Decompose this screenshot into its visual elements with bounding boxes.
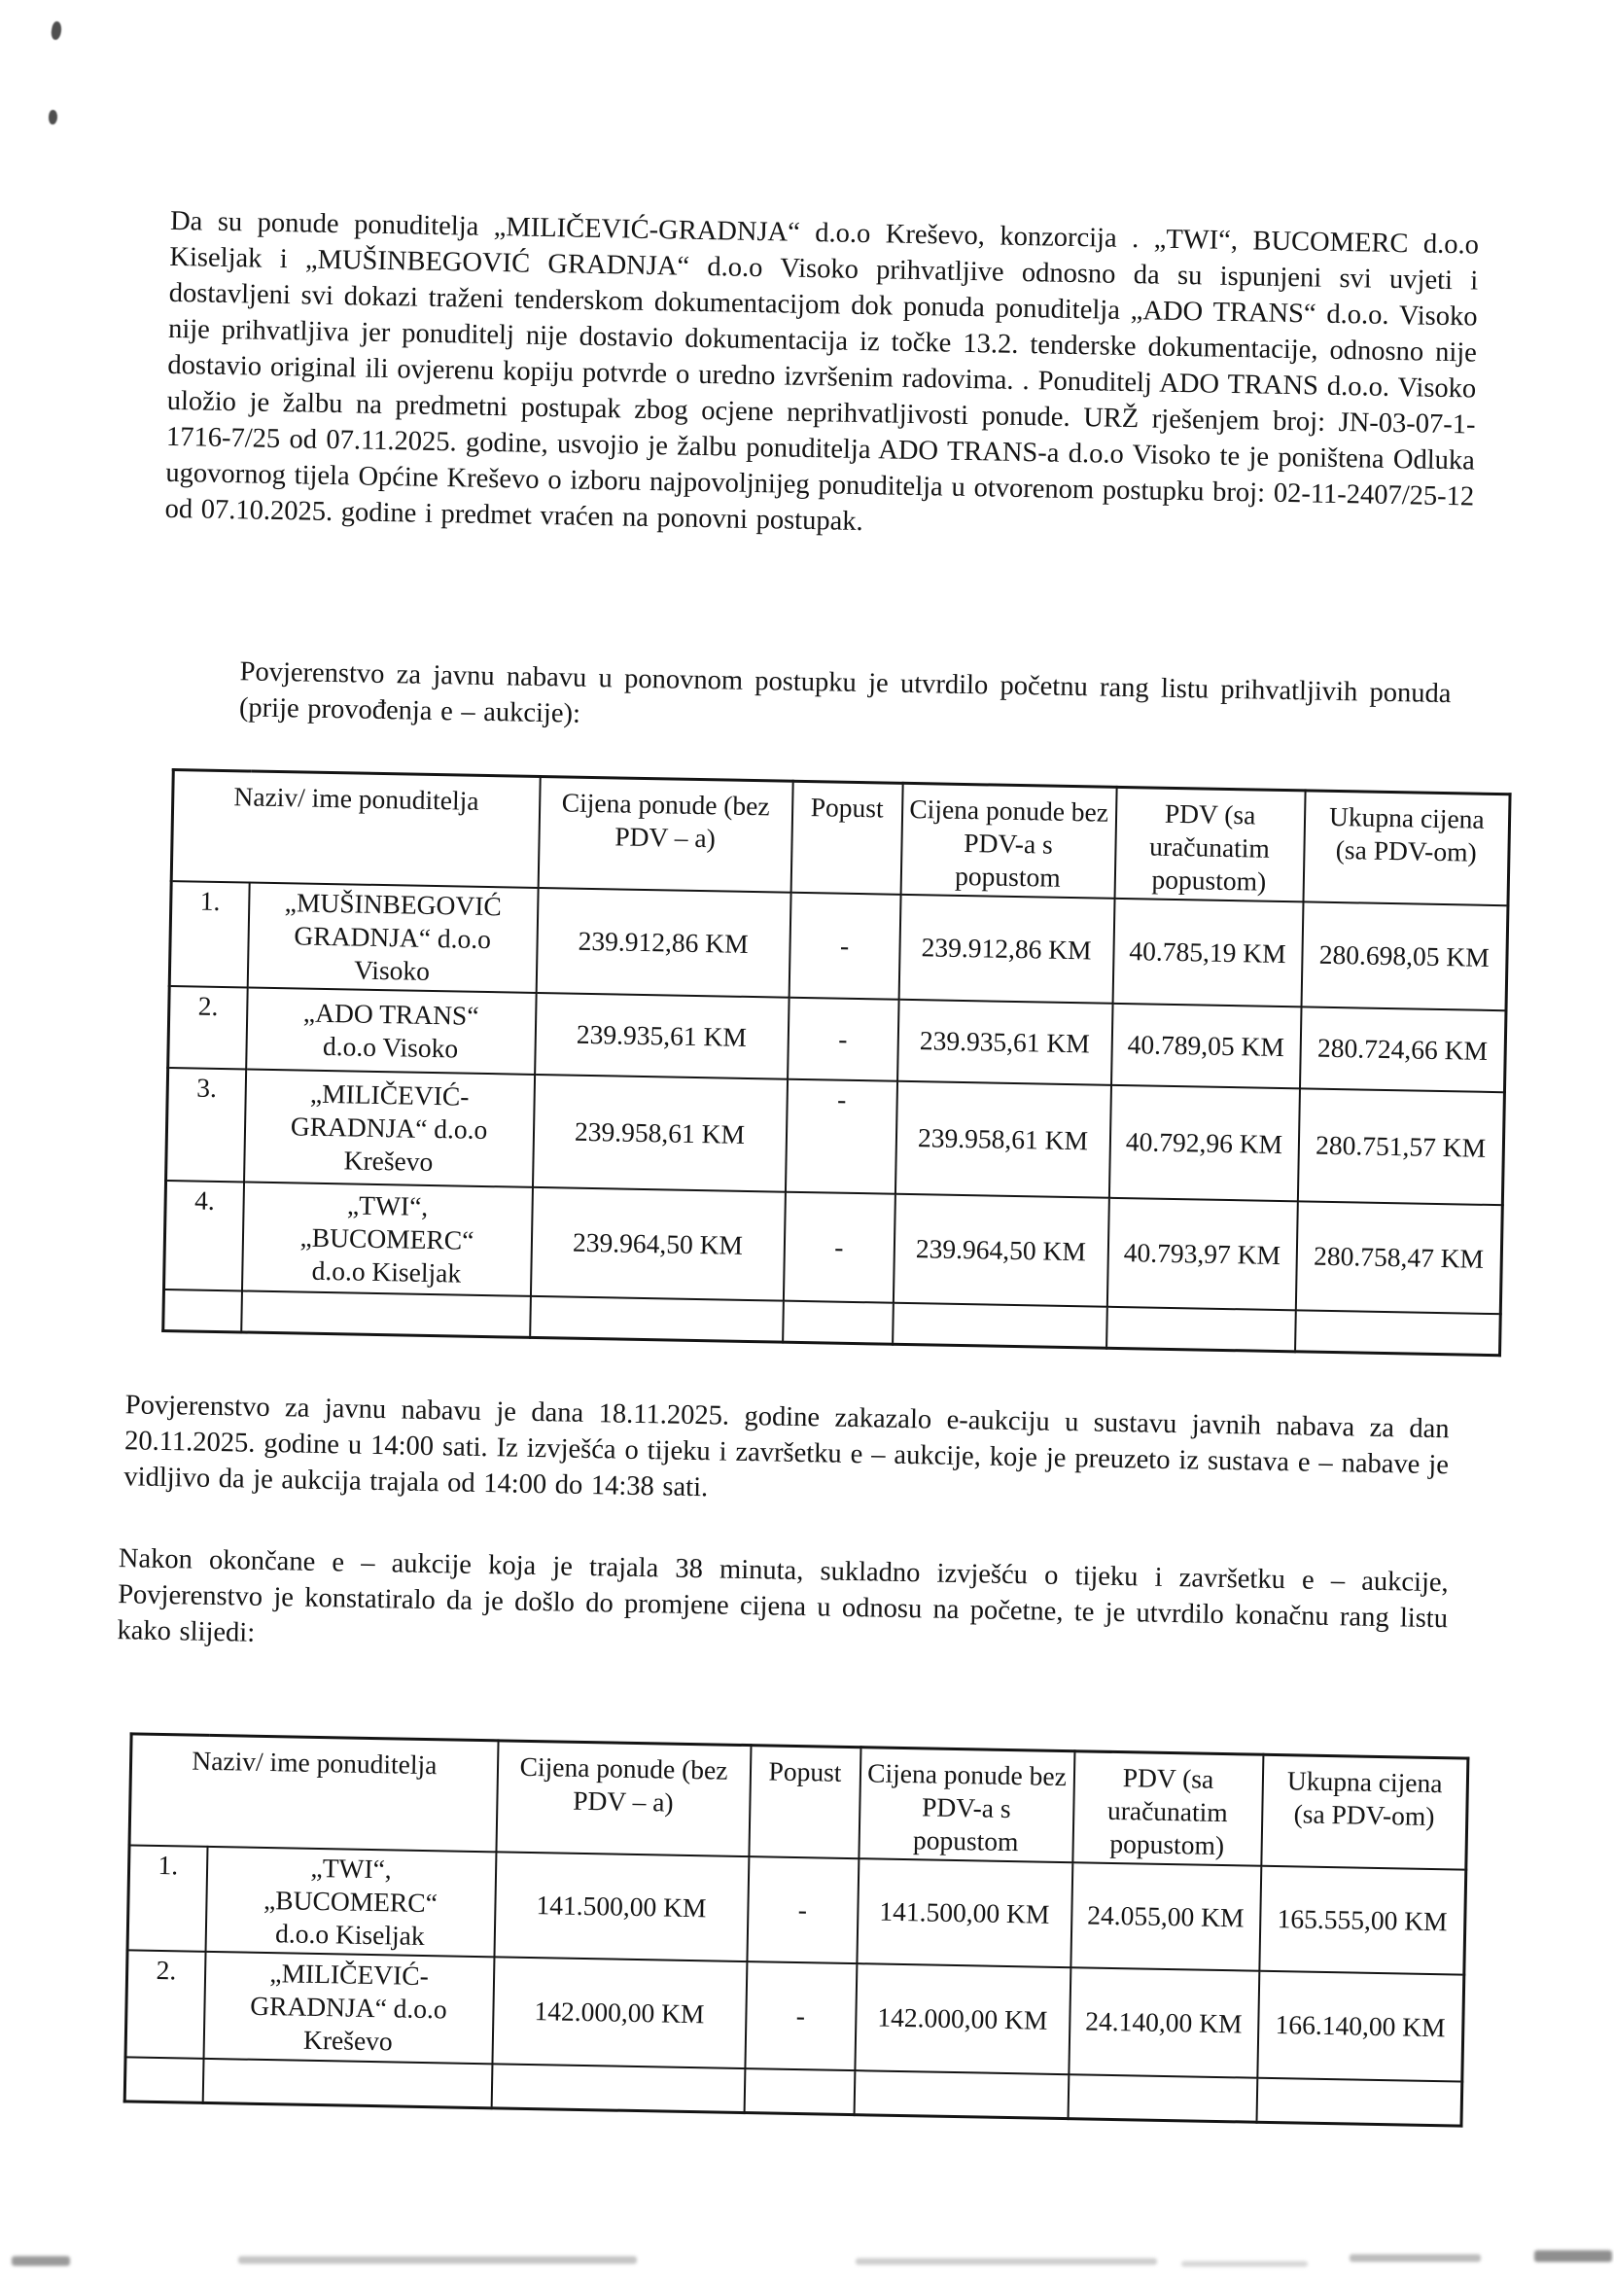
header-price-discounted: Cijena ponude bez PDV-a s popustom [859, 1748, 1074, 1863]
empty-cell [491, 2064, 745, 2112]
price-no-vat: 142.000,00 KM [492, 1957, 747, 2068]
total-price: 280.724,66 KM [1299, 1007, 1506, 1092]
scan-edge-shadow [238, 2256, 637, 2264]
total-price: 165.555,00 KM [1259, 1866, 1466, 1975]
price-discounted: 142.000,00 KM [855, 1963, 1070, 2074]
empty-cell [1295, 1310, 1501, 1355]
scan-edge-shadow [1181, 2261, 1308, 2267]
total-price: 280.758,47 KM [1295, 1201, 1502, 1314]
bidder-name: „ADO TRANS“ d.o.o Visoko [246, 988, 537, 1075]
row-number: 1. [127, 1845, 207, 1951]
empty-cell [124, 2057, 203, 2102]
price-no-vat: 239.964,50 KM [530, 1187, 785, 1301]
initial-ranking-table [161, 768, 1511, 1357]
header-vat: PDV (sa uračunatim popustom) [1114, 787, 1305, 901]
price-no-vat: 239.935,61 KM [535, 993, 789, 1079]
empty-cell [530, 1296, 784, 1342]
empty-cell [202, 2059, 492, 2107]
vat-amount: 40.792,96 KM [1108, 1085, 1299, 1202]
discount: - [788, 998, 899, 1081]
discount: - [785, 1079, 896, 1194]
header-price-no-vat: Cijena ponude (bez PDV – a) [538, 776, 792, 892]
vat-amount: 40.785,19 KM [1112, 899, 1303, 1007]
paragraph-final-ranking-intro: Nakon okončane e – aukcije koja je trajala 38 minuta, sukladno izvješću o tijeku i završetku e – aukcije, Povjerenstvo je konstatiralo da je došlo do promjene cijena u odnosu na početne, te je utvrdilo konačnu rang listu kako slijedi: [117, 1542, 1449, 1648]
bidder-name: „TWI“, „BUCOMERC“ d.o.o Kiseljak [205, 1847, 496, 1957]
vat-amount: 40.793,97 KM [1106, 1198, 1297, 1311]
scan-edge-shadow [12, 2256, 70, 2266]
total-price: 280.698,05 KM [1301, 901, 1508, 1010]
scan-edge-shadow [856, 2258, 1157, 2265]
price-discounted: 239.964,50 KM [893, 1194, 1108, 1307]
total-price: 166.140,00 KM [1257, 1971, 1464, 2082]
discount: - [747, 1856, 859, 1963]
discount: - [789, 893, 900, 1000]
bidder-name: „TWI“, „BUCOMERC“ d.o.o Kiseljak [241, 1182, 532, 1295]
final-ranking-table [123, 1732, 1470, 2127]
price-discounted: 239.912,86 KM [898, 895, 1114, 1004]
header-price-no-vat: Cijena ponude (bez PDV – a) [496, 1741, 751, 1856]
scan-edge-shadow [1350, 2254, 1481, 2262]
empty-cell [241, 1290, 531, 1336]
paragraph-decision-summary: Da su ponude ponuditelja „MILIČEVIĆ-GRADNJA“ d.o.o Kreševo, konzorcija . „TWI“, BUCOMERC d.o.o Kiseljak i „MUŠINBEGOVIĆ GRADNJA“ d.o.o Visoko prihvatljive odnosno da su ispunjeni svi uvjeti i dostavljeni svi dokazi traženi tenderskom dokumentacijom dok ponuda ponuditelja „ADO TRANS“ d.o.o. Visoko nije prihvatljiva jer ponuditelj nije dostavio dokumentacija iz točke 13.2. tenderske dokumentacije, odnosno nije dostavio original ili ovjerenu kopiju potvrde o uredno izvršenim radovima. . Ponuditelj ADO TRANS d.o.o. Visoko uložio je žalbu na predmetni postupak zbog ocjene neprihvatljivosti ponude. URŽ rješenjem broj: JN-03-07-1-1716-7/25 od 07.11.2025. godine, usvojio je žalbu ponuditelja ADO TRANS-a d.o.o Visoko te je poništena Odluka ugovornog tijela Općine Kreševo o izboru najpovoljnijeg ponuditelja u otvorenom postupku broj: 02-11-2407/25-12 od 07.10.2025. godine i predmet vraćen na ponovni postupak. [164, 205, 1480, 537]
empty-cell [163, 1289, 242, 1331]
header-discount: Popust [749, 1746, 860, 1859]
empty-cell [893, 1303, 1107, 1348]
paragraph-initial-ranking-intro: Povjerenstvo za javnu nabavu u ponovnom postupku je utvrdilo početnu rang listu prihvatljivih ponuda (prije provođenja e – aukcije): [238, 655, 1452, 729]
header-total: Ukupna cijena (sa PDV-om) [1261, 1754, 1468, 1869]
vat-amount: 40.789,05 KM [1111, 1004, 1302, 1089]
header-bidder-name: Naziv/ ime ponuditelja [171, 770, 540, 888]
paragraph-eauction-schedule: Povjerenstvo za javnu nabavu je dana 18.11.2025. godine zakazalo e-aukciju u sustavu javnih nabava za dan 20.11.2025. godine u 14:00 sati. Iz izvješća o tijeku i završetku e – aukcije, koje je preuzeto iz sustava e – nabave je vidljivo da je aukcija trajala od 14:00 do 14:38 sati. [123, 1389, 1450, 1502]
row-number: 1. [169, 881, 249, 987]
bidder-name: „MILIČEVIĆ- GRADNJA“ d.o.o Kreševo [244, 1069, 535, 1186]
total-price: 280.751,57 KM [1297, 1088, 1504, 1205]
scan-edge-shadow [1534, 2250, 1612, 2262]
header-total: Ukupna cijena (sa PDV-om) [1303, 791, 1510, 905]
empty-cell [1256, 2078, 1462, 2126]
header-discount: Popust [790, 781, 902, 895]
header-vat: PDV (sa uračunatim popustom) [1072, 1751, 1263, 1866]
price-no-vat: 141.500,00 KM [494, 1852, 749, 1961]
price-discounted: 141.500,00 KM [857, 1858, 1072, 1967]
empty-cell [1106, 1307, 1296, 1352]
vat-amount: 24.140,00 KM [1069, 1967, 1259, 2078]
price-discounted: 239.935,61 KM [897, 1000, 1113, 1085]
header-bidder-name: Naziv/ ime ponuditelja [129, 1734, 498, 1852]
price-no-vat: 239.958,61 KM [533, 1075, 788, 1192]
row-number: 2. [125, 1950, 205, 2058]
price-discounted: 239.958,61 KM [895, 1081, 1110, 1198]
empty-cell [783, 1301, 894, 1344]
row-number: 4. [163, 1181, 243, 1290]
discount: - [783, 1192, 895, 1303]
empty-cell [1068, 2074, 1257, 2122]
bidder-name: „MUŠINBEGOVIĆ GRADNJA“ d.o.o Visoko [247, 883, 538, 993]
row-number: 3. [166, 1068, 246, 1182]
empty-cell [854, 2070, 1069, 2118]
price-no-vat: 239.912,86 KM [536, 888, 790, 998]
row-number: 2. [168, 986, 248, 1069]
discount: - [745, 1961, 857, 2070]
bidder-name: „MILIČEVIĆ- GRADNJA“ d.o.o Kreševo [203, 1952, 494, 2064]
vat-amount: 24.055,00 KM [1070, 1862, 1261, 1971]
empty-cell [744, 2068, 855, 2114]
header-price-discounted: Cijena ponude bez PDV-a s popustom [900, 783, 1116, 899]
